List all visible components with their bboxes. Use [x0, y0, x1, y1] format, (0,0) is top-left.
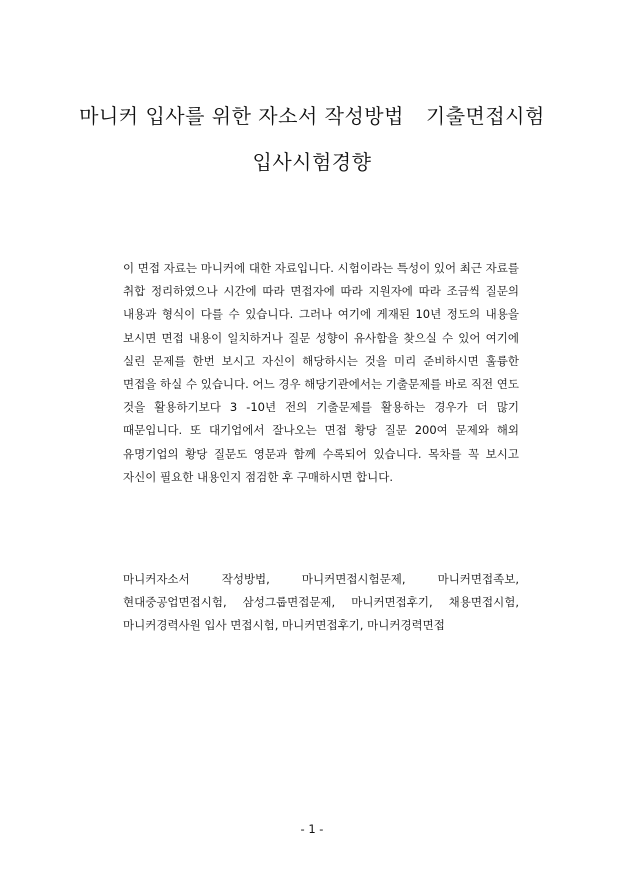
page-number: - 1 - [300, 822, 324, 836]
keywords-paragraph: 마니커자소서 작성방법, 마니커면접시험문제, 마니커면접족보, 현대중공업면접시험, 삼성그룹면접문제, 마니커면접후기, 채용면접시험, 마니커경력사원 입사 면접시험, 마니커면접후기, 마니커경력면접 [123, 572, 519, 633]
intro-paragraph: 이 면접 자료는 마니커에 대한 자료입니다. 시험이라는 특성이 있어 최근 자료를 취합 정리하였으나 시간에 따라 면접자에 따라 지원자에 따라 조금씩 질문의 내용과 형식이 다를 수 있습니다. 그러나 여기에 게재된 10년 정도의 내용을 보시면 면접 내용이 일치하거나 질문 성향이 유사함을 찾으실 수 있어 여기에 실린 문제를 한번 보시고 자신이 해당하시는 것을 미리 준비하시면 훌륭한 면접을 하실 수 있습니다. 어느 경우 해당기관에서는 기출문제를 바로 직전 연도 것을 활용하기보다 3 -10년 전의 기출문제를 활용하는 경우가 더 많기 때문입니다. 또 대기업에서 잘나오는 면접 황당 질문 200여 문제와 해외 유명기업의 황당 질문도 영문과 함께 수록되어 있습니다. 목차를 꼭 보시고 자신이 필요한 내용인지 점검한 후 구매하시면 합니다. [123, 261, 519, 484]
document-title [0, 100, 624, 129]
document-subtitle: 입사시험경향 [252, 150, 372, 174]
title-main-text: 마니커 입사를 위한 자소서 작성방법 [79, 104, 404, 128]
title-secondary-text: 기출면접시험 [425, 104, 545, 128]
